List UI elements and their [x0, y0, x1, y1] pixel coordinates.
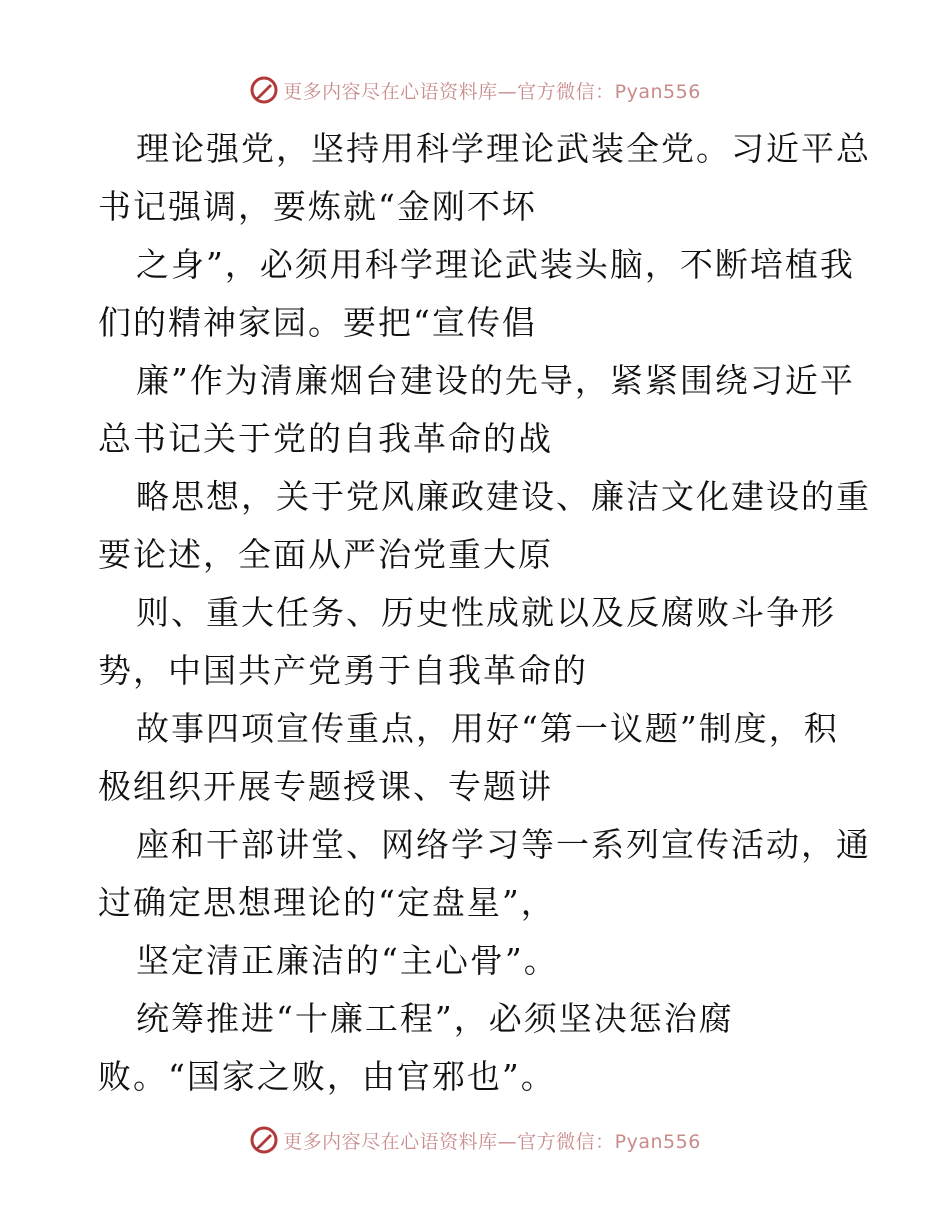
text-line: 势，中国共产党勇于自我革命的 [98, 651, 588, 690]
watermark-brand: 更多内容尽在心语资料库 [283, 1130, 498, 1153]
text-line: 们的精神家园。要把“宣传倡 [98, 303, 537, 342]
pen-logo-icon [249, 75, 279, 105]
watermark-contact: 官方微信：Pyan556 [517, 1130, 701, 1153]
document-body [98, 120, 871, 1106]
text-line: 总书记关于党的自我革命的战 [98, 419, 553, 458]
footer-watermark [0, 1120, 950, 1160]
text-line: 书记强调，要炼就“金刚不坏 [98, 187, 537, 226]
text-line: 理论强党，坚持用科学理论武装全党。习近平总 [136, 129, 871, 168]
watermark-separator: — [497, 1130, 518, 1153]
text-line: 廉”作为清廉烟台建设的先导，紧紧围绕习近平 [136, 361, 855, 400]
header-watermark [0, 70, 950, 110]
text-line: 之身”，必须用科学理论武装头脑，不断培植我 [136, 245, 855, 284]
text-line: 要论述，全面从严治党重大原 [98, 535, 553, 574]
text-line: 过确定思想理论的“定盘星”， [98, 883, 556, 922]
watermark-contact: 官方微信：Pyan556 [517, 80, 701, 103]
watermark-brand: 更多内容尽在心语资料库 [283, 80, 498, 103]
text-line: 略思想，关于党风廉政建设、廉洁文化建设的重 [136, 477, 871, 516]
text-line: 座和干部讲堂、网络学习等一系列宣传活动，通 [136, 825, 871, 864]
text-line: 败。“国家之败，由官邪也”。 [98, 1057, 556, 1096]
pen-logo-icon [249, 1125, 279, 1155]
text-line: 则、重大任务、历史性成就以及反腐败斗争形 [136, 593, 836, 632]
text-line: 坚定清正廉洁的“主心骨”。 [136, 941, 559, 980]
text-line: 极组织开展专题授课、专题讲 [98, 767, 553, 806]
watermark-text [283, 1127, 701, 1154]
watermark-separator: — [497, 80, 518, 103]
text-line: 统筹推进“十廉工程”，必须坚决惩治腐 [136, 999, 734, 1038]
text-line: 故事四项宣传重点，用好“第一议题”制度，积 [136, 709, 839, 748]
watermark-text [283, 77, 701, 104]
